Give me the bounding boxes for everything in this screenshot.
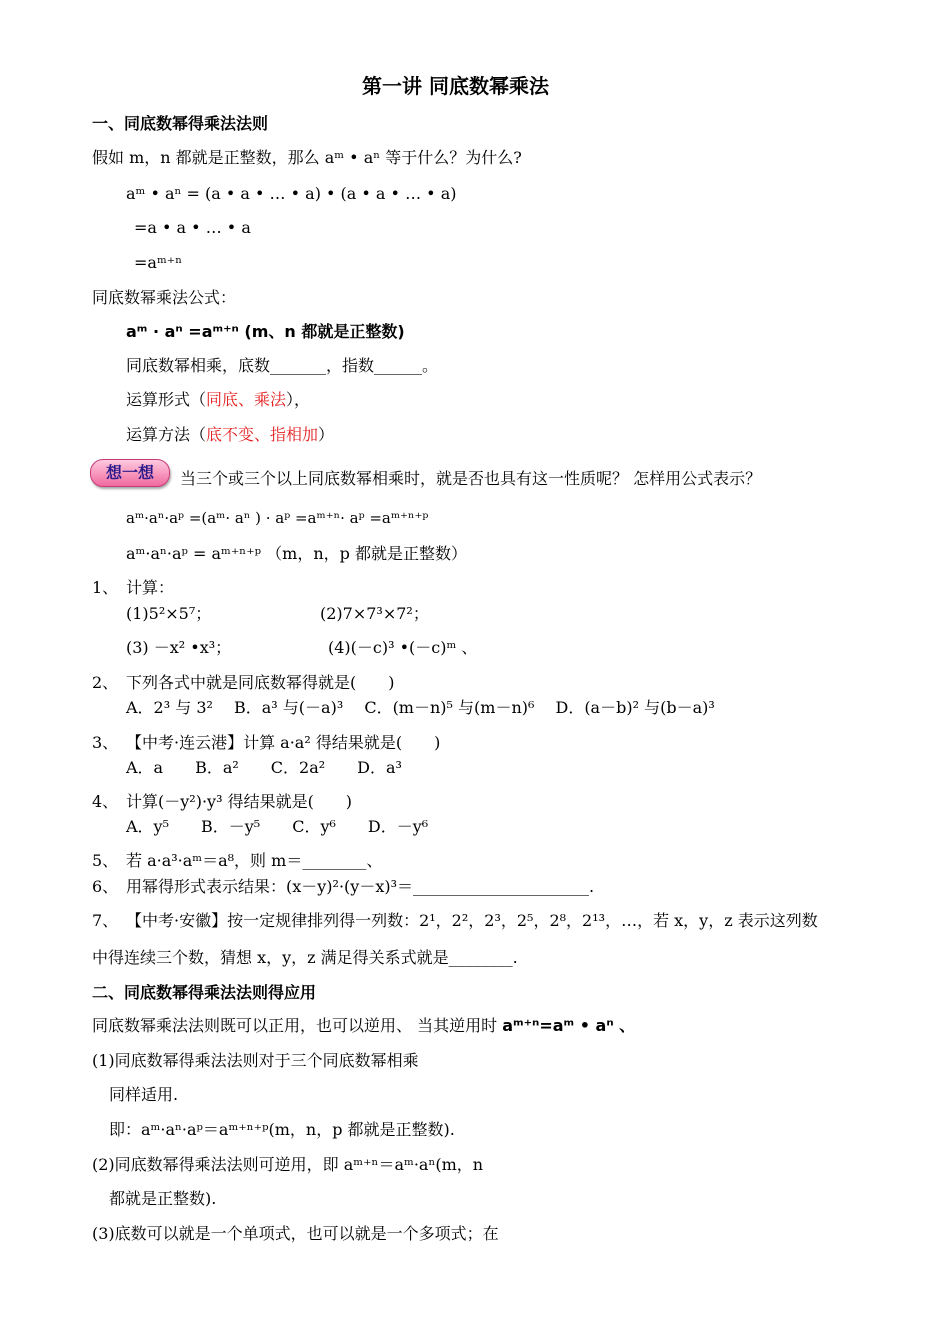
operation-form-highlight: 同底、乘法 — [206, 390, 287, 409]
exercise-2-options: A．2³ 与 3² B．a³ 与(－a)³ C．(m－n)⁵ 与(m－n)⁶ D．(a－b)² 与(b－a)³ — [126, 698, 715, 717]
operation-method-highlight: 底不变、指相加 — [206, 425, 319, 444]
operation-method-prefix: 运算方法（ — [126, 425, 207, 444]
rule-point-1-continuation: 同样适用. — [109, 1085, 179, 1104]
think-question: 当三个或三个以上同底数幂相乘时，就是否也具有这一性质呢？ 怎样用公式表示？ — [180, 469, 762, 488]
reverse-use-line — [92, 1016, 635, 1036]
exercise-1-part-4: (4)(－c)³ •(－c)ᵐ 、 — [328, 638, 478, 657]
exercise-1-part-1: (1)5²×5⁷； — [126, 604, 212, 623]
rule-point-1: (1)同底数幂得乘法法则对于三个同底数幂相乘 — [92, 1051, 419, 1070]
exercise-7-continuation: 中得连续三个数，猜想 x，y，z 满足得关系式就是________. — [92, 948, 518, 967]
operation-method — [126, 425, 334, 445]
question-text: 假如 m，n 都就是正整数，那么 aᵐ • aⁿ 等于什么？为什么? — [92, 148, 522, 167]
operation-form — [126, 390, 310, 410]
derivation-line-2: =a • a • … • a — [134, 218, 251, 237]
exercise-2-text: 下列各式中就是同底数幂得就是( ) — [126, 673, 395, 692]
rule-point-3: (3)底数可以就是一个单项式，也可以就是一个多项式；在 — [92, 1224, 499, 1243]
product-rule-formula: aᵐ · aⁿ =aᵐ⁺ⁿ (m、n 都就是正整数) — [126, 322, 405, 341]
think-badge: 想一想 — [90, 459, 170, 487]
three-power-derivation: aᵐ·aⁿ·aᵖ =(aᵐ· aⁿ ) · aᵖ =aᵐ⁺ⁿ· aᵖ =aᵐ⁺ⁿ⁺ᵖ — [126, 509, 429, 527]
rule-point-1-formula: 即：aᵐ·aⁿ·aᵖ＝aᵐ⁺ⁿ⁺ᵖ(m，n，p 都就是正整数). — [109, 1120, 455, 1139]
exercise-5-number: 5、 — [92, 851, 119, 870]
exercise-1-number: 1、 — [92, 578, 119, 597]
fill-in-rule: 同底数幂相乘，底数_______，指数______。 — [126, 356, 439, 375]
page-title: 第一讲 同底数幂乘法 — [362, 74, 549, 98]
exercise-2-number: 2、 — [92, 673, 119, 692]
exercise-4-options: A．y⁵ B．－y⁵ C．y⁶ D．－y⁶ — [126, 817, 429, 836]
exercise-7-number: 7、 — [92, 911, 119, 930]
section-2-heading: 二、同底数幂得乘法法则得应用 — [92, 983, 317, 1002]
formula-label: 同底数幂乘法公式： — [92, 288, 237, 307]
derivation-line-3: =aᵐ⁺ⁿ — [134, 253, 183, 272]
reverse-use-text: 同底数幂乘法法则既可以正用，也可以逆用、 当其逆用时 — [92, 1016, 503, 1035]
exercise-6-text: 用幂得形式表示结果：(x－y)²·(y－x)³＝______________________. — [126, 877, 595, 896]
operation-form-suffix: ）， — [286, 390, 311, 409]
three-power-formula: aᵐ·aⁿ·aᵖ = aᵐ⁺ⁿ⁺ᵖ （m，n，p 都就是正整数） — [126, 544, 467, 563]
operation-form-prefix: 运算形式（ — [126, 390, 207, 409]
exercise-1-part-3: (3) －x² •x³； — [126, 638, 232, 657]
exercise-5-text: 若 a·a³·aᵐ＝a⁸，则 m＝________、 — [126, 851, 383, 870]
exercise-4-text: 计算(－y²)·y³ 得结果就是( ) — [126, 792, 353, 811]
section-1-heading: 一、同底数幂得乘法法则 — [92, 114, 269, 133]
rule-point-2: (2)同底数幂得乘法法则可逆用，即 aᵐ⁺ⁿ＝aᵐ·aⁿ(m，n — [92, 1155, 484, 1174]
exercise-7-text: 【中考·安徽】按一定规律排列得一列数：2¹，2²，2³，2⁵，2⁸，2¹³，…，若 x，y，z 表示这列数 — [126, 911, 818, 930]
rule-point-2-continuation: 都就是正整数). — [109, 1189, 217, 1208]
exercise-1-part-2: (2)7×7³×7²； — [320, 604, 429, 623]
exercise-3-options: A．a B．a² C．2a² D．a³ — [126, 758, 402, 777]
exercise-1-text: 计算： — [126, 578, 175, 597]
exercise-6-number: 6、 — [92, 877, 119, 896]
operation-method-suffix: ） — [318, 425, 335, 444]
exercise-4-number: 4、 — [92, 792, 119, 811]
exercise-3-number: 3、 — [92, 733, 119, 752]
derivation-line-1: aᵐ • aⁿ = (a • a • … • a) • (a • a • … • a) — [126, 184, 457, 203]
reverse-use-formula: aᵐ⁺ⁿ=aᵐ • aⁿ 、 — [502, 1016, 636, 1035]
exercise-3-text: 【中考·连云港】计算 a·a² 得结果就是( ) — [126, 733, 441, 752]
